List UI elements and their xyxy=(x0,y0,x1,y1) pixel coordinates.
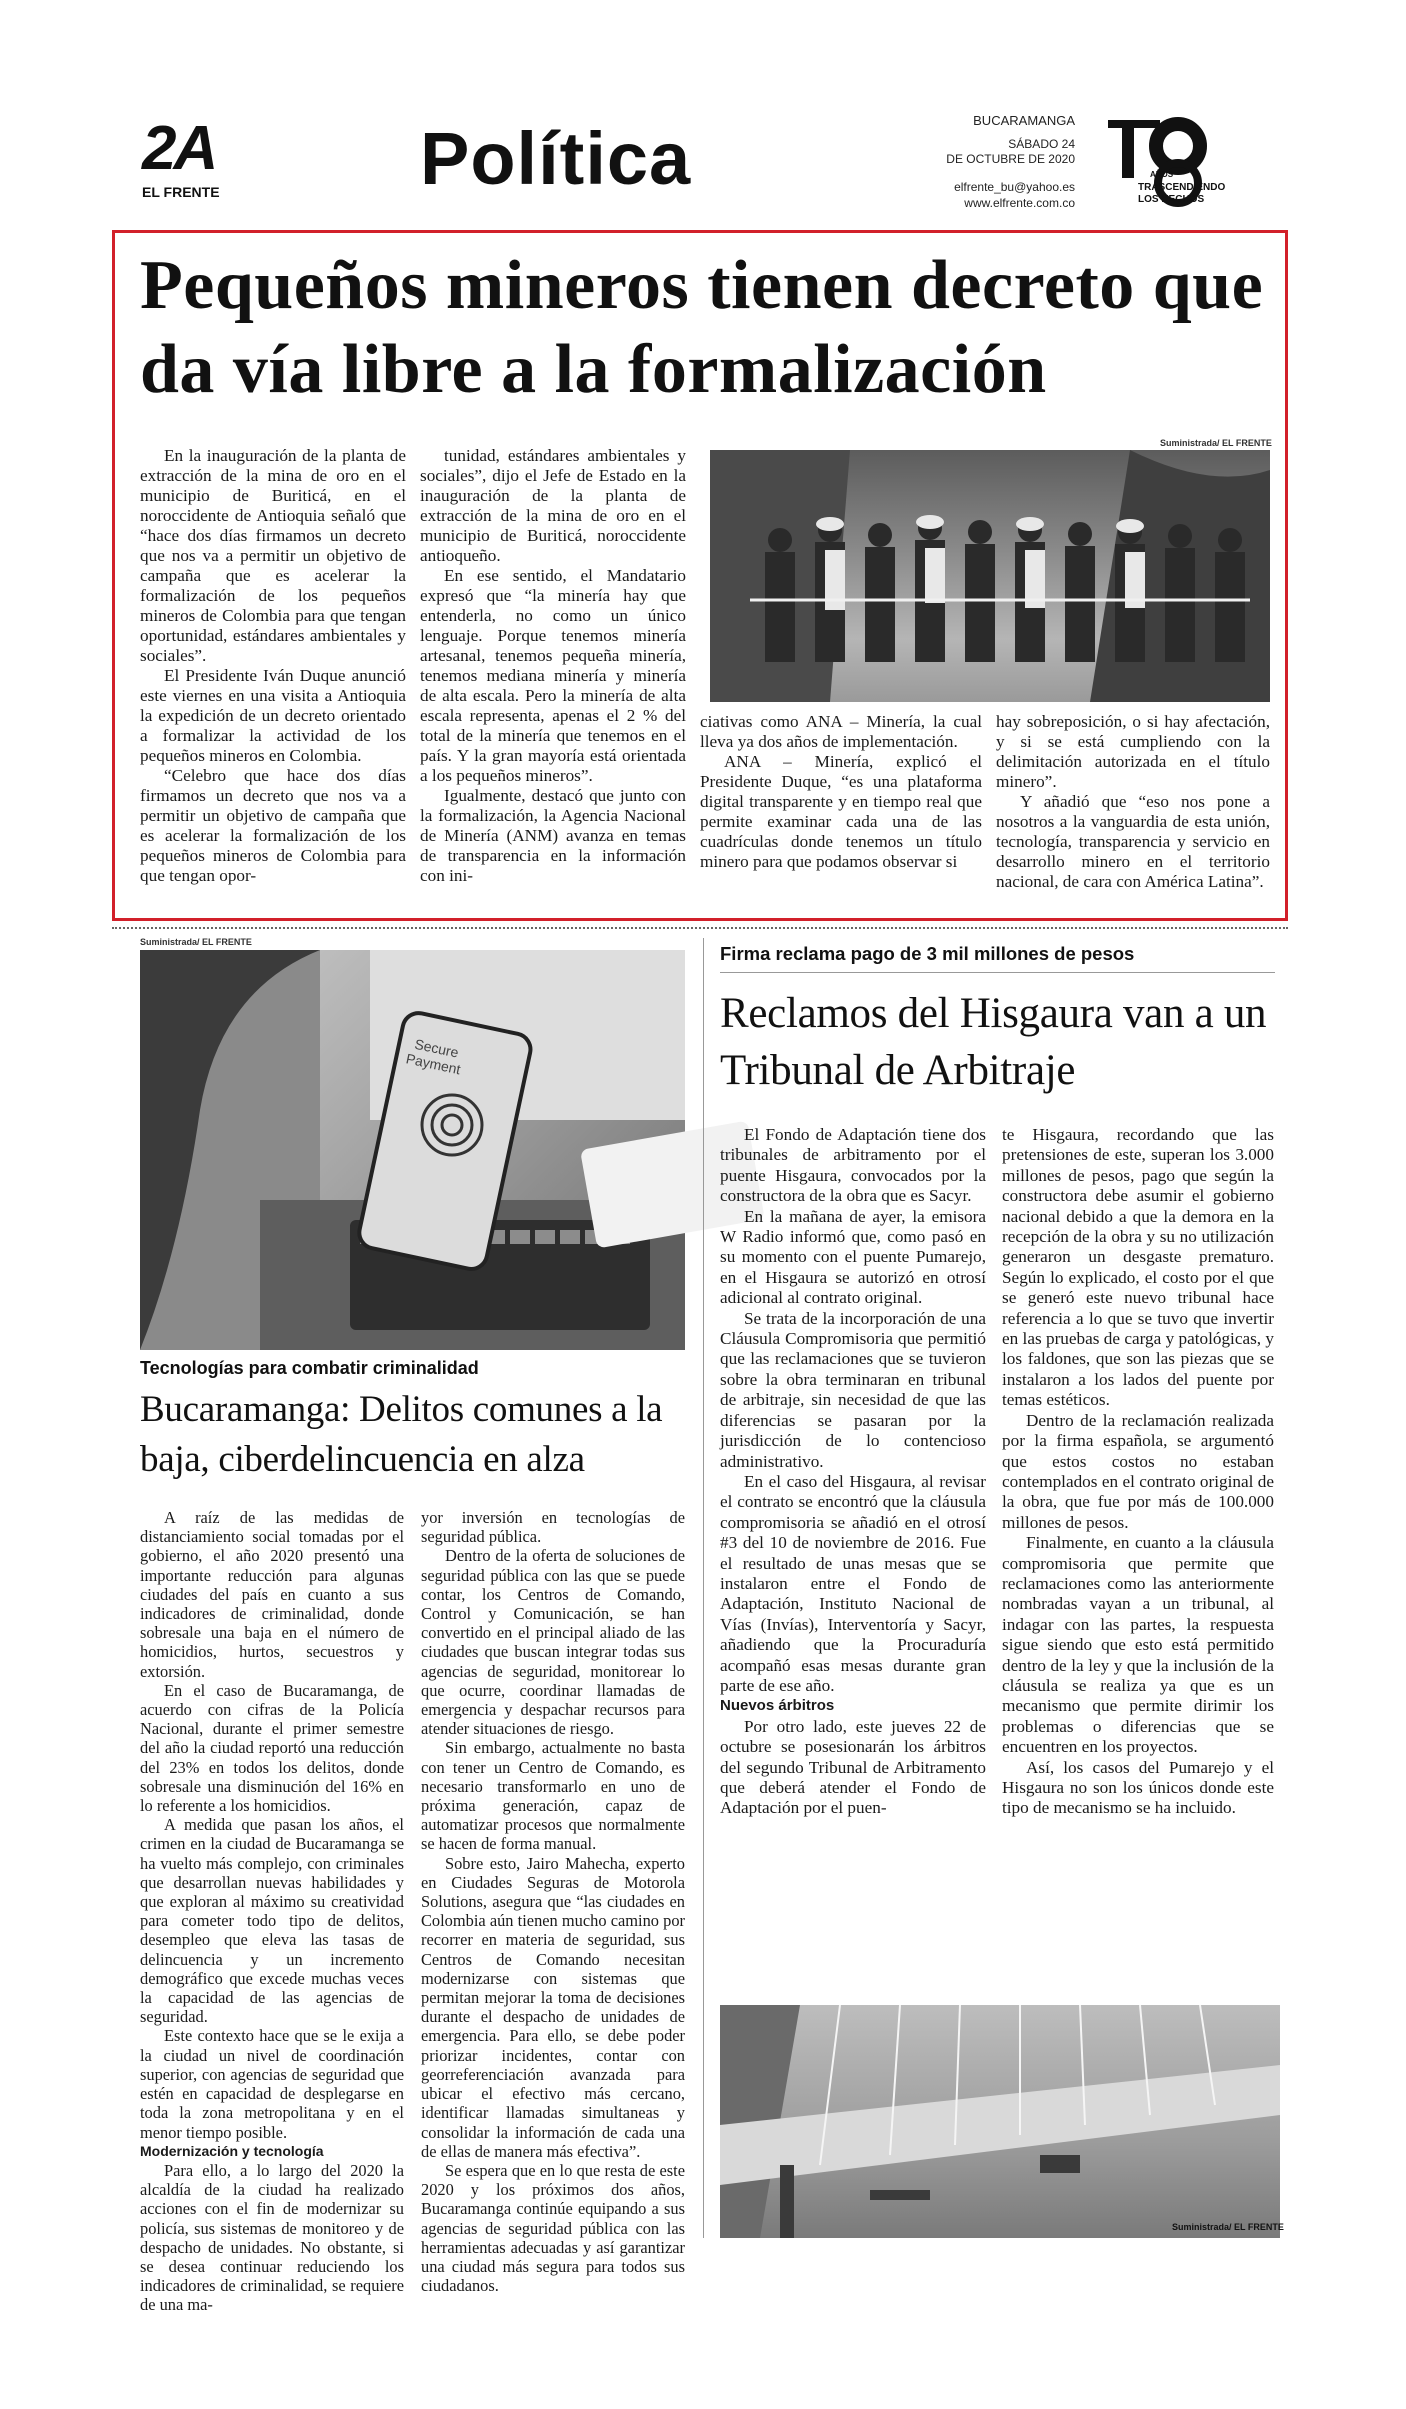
paragraph: A medida que pasan los años, el crimen en la ciudad de Bucaramanga se ha vuelto más complejo, con criminales que desarrollan nuevas habilidades y que exploran al máximo su creatividad para cometer todo tipo de delitos, desempleo que eleva las tasas de delincuencia y un incremento demográfico que excede muchas veces la capacidad de las agencias de seguridad. xyxy=(140,1815,404,2027)
lead-col-1 xyxy=(140,446,406,902)
paragraph: te Hisgaura, recordando que las pretensiones de este, superan los 3.000 millones de pesos, pago que según la constructora debe asumir el gobierno nacional debido a que la demora en la recepción de la obra y su no utilización generaron un desgaste prematuro. Según lo explicado, el costo por el que se generó este nuevo tribunal hace referencia a lo que se tuvo que invertir en las pruebas de carga y patológicas, y los faldones, que son las piezas que se instalaron a los lados del puente por temas estéticos. xyxy=(1002,1125,1274,1410)
paragraph: Dentro de la reclamación realizada por la firma española, se argumentó que estos costos no estaban contemplados en el contrato original de la obra, que fue por más de 100.000 millones de pesos. xyxy=(1002,1410,1274,1532)
paragraph: ciativas como ANA – Minería, la cual lleva ya dos años de implementación. xyxy=(700,712,982,751)
hisgaura-kicker: Firma reclama pago de 3 mil millones de pesos xyxy=(720,943,1135,964)
crime-subhead: Modernización y tecnología xyxy=(140,2142,324,2159)
paragraph: Por otro lado, este jueves 22 de octubre se posesionarán los árbitros del segundo Tribunal de Arbitramento que deberá atender el Fondo de Adaptación por el puen- xyxy=(720,1716,986,1818)
paragraph: Sin embargo, actualmente no basta con tener un Centro de Comando, es necesario transformarlo en uno de próxima generación, capaz de automatizar procesos que normalmente se hacen de forma manual. xyxy=(421,1738,685,1854)
page-number: 2A xyxy=(142,114,216,183)
paragraph: El Presidente Iván Duque anunció este viernes en una visita a Antioquia la expedición de un decreto orientado a formalizar la actividad de los pequeños mineros en Colombia. xyxy=(140,666,406,765)
paragraph: En el caso de Bucaramanga, de acuerdo con cifras de la Policía Nacional, durante el primer semestre del año la ciudad reportó una reducción del 23% en todos los delitos, donde sobresale una disminución del 16% en lo referente a los homicidios. xyxy=(140,1680,404,1816)
paragraph: Se trata de la incorporación de una Cláusula Compromisoria que permitió que las reclamaciones que se tuvieron sobre la obra terminaran en tribunal de arbitraje, sin necesidad de que las diferencias se pasaran por la jurisdicción de lo contencioso administrativo. xyxy=(720,1308,986,1471)
paragraph: Sobre esto, Jairo Mahecha, experto en Ciudades Seguras de Motorola Solutions, asegura que “las ciudades en Colombia aún tienen mucho camino por recorrer en materia de seguridad, sus Centros de Comando necesitan modernizarse con sistemas que permitan mejorar la toma de decisiones durante el despacho de unidades de emergencia. Para ello, se debe poder priorizar incidentes, contar con georreferenciación avanzada para ubicar el efectivo más cercano, identificar llamadas simultaneas y consolidar la información de cada una de ellas de manera más efectiva”. xyxy=(421,1853,685,2161)
phone-payment-image-icon xyxy=(140,950,685,1350)
paragraph: En la mañana de ayer, la emisora W Radio informó que, como pasó en su momento con el puente Pumarejo, en el Hisgaura se autorizó en otrosí adicional al contrato original. xyxy=(720,1206,986,1308)
mining-ceremony-image-icon xyxy=(710,450,1270,702)
lead-col-4 xyxy=(996,712,1270,902)
hisgaura-kicker-rule xyxy=(720,972,1275,973)
anniversary-tagline: TRASCENDIENDO LOS HECHOS xyxy=(1138,182,1226,205)
masthead-date: SÁBADO 24 DE OCTUBRE DE 2020 xyxy=(946,137,1075,166)
masthead-website: www.elfrente.com.co xyxy=(964,196,1075,210)
paragraph: Este contexto hace que se le exija a la ciudad un nivel de coordinación superior, con agencias de seguridad que estén en capacidad de desplegarse en toda la zona metropolitana y en el menor tiempo posible. xyxy=(140,2026,404,2142)
paragraph: Para ello, a lo largo del 2020 la alcaldía de la ciudad ha realizado acciones con el fin de modernizar su policía, sus sistemas de monitoreo y de despacho de unidades. No obstante, si se desea continuar reduciendo los indicadores de criminalidad, se requiere de una ma- xyxy=(140,2160,404,2315)
paragraph: En ese sentido, el Mandatario expresó que “la minería hay que entenderla, no como un único lenguaje. Porque tenemos minería artesanal, tenemos pequeña minería, tenemos mediana minería y minería de alta escala. Pero la minería de alta escala representa, apenas el 2 % del total de la minería que tenemos en el país. Y la gran mayoría está orientada a los pequeños mineros”. xyxy=(420,566,686,785)
crime-photo-credit: Suministrada/ EL FRENTE xyxy=(140,937,252,947)
crime-headline: Bucaramanga: Delitos comunes a la baja, ciberdelincuencia en alza xyxy=(140,1389,663,1480)
paragraph: Finalmente, en cuanto a la cláusula compromisoria que permite que reclamaciones como las anteriormente nombradas vayan a un tribunal, al indagar con las partes, la respuesta sigue siendo que esto está permitido dentro de la ley y que la inclusión de la cláusula se realiza ya que es un mecanismo que permite dirimir los problemas o diferencias que se encuentren en los proyectos. xyxy=(1002,1533,1274,1757)
paragraph: A raíz de las medidas de distanciamiento social tomadas por el gobierno, el año 2020 presentó una importante reducción para algunas ciudades del país en cuanto a sus indicadores de criminalidad, donde sobresale una baja en el número de homicidios, hurtos, secuestros y extorsión. xyxy=(140,1508,404,1681)
crime-photo xyxy=(140,950,685,1350)
masthead-city: BUCARAMANGA xyxy=(973,113,1075,128)
paragraph: hay sobreposición, o si hay afectación, y si se está cumpliendo con la delimitación autorizada en el título minero”. xyxy=(996,712,1270,791)
lead-col-2 xyxy=(420,446,686,902)
section-title: Política xyxy=(420,117,692,200)
hisgaura-headline: Reclamos del Hisgaura van a un Tribunal de Arbitraje xyxy=(720,990,1267,1094)
paragraph: Dentro de la oferta de soluciones de seguridad pública con las que se puede contar, los Centros de Comando, Control y Comunicación, se han convertido en el principal aliado de las ciudades que buscan integrar todas sus agencias de seguridad, monitorear lo que ocurre, coordinar llamadas de emergencia y despachar recursos para atender situaciones de riesgo. xyxy=(421,1546,685,1739)
paragraph: En el caso del Hisgaura, al revisar el contrato se encontró que la cláusula compromisoria se añadió en el otrosí #3 del 10 de noviembre de 2016. Fue el resultado de unas mesas que se instalaron entre el Fondo de Adaptación, Instituto Nacional de Vías (Invías), Interventoría y Sacyr, añadiendo que la Procuraduría acompañó esas mesas durante gran parte de ese año. xyxy=(720,1471,986,1695)
crime-col-1 xyxy=(140,1508,404,2315)
lead-photo xyxy=(710,450,1270,702)
lead-photo-credit: Suministrada/ EL FRENTE xyxy=(1160,438,1272,448)
phone-screen-text: Secure Payment xyxy=(404,1035,463,1078)
paragraph: El Fondo de Adaptación tiene dos tribunales de arbitramento por el puente Hisgaura, convocados por la constructora de la obra que es Sacyr. xyxy=(720,1125,986,1206)
column-divider xyxy=(703,938,704,2238)
paragraph: yor inversión en tecnologías de seguridad pública. xyxy=(421,1508,685,1547)
anniversary-small: AÑOS xyxy=(1150,170,1174,179)
paragraph: Y añadió que “eso nos pone a nosotros a la vanguardia de esta unión, tecnología, transparencia y servicio en desarrollo minero en el territorio nacional, de cara con América Latina”. xyxy=(996,792,1270,891)
hisgaura-col-2 xyxy=(1002,1125,1274,1985)
bridge-image-icon xyxy=(720,2005,1280,2238)
crime-col-2 xyxy=(421,1508,685,2296)
crime-kicker: Tecnologías para combatir criminalidad xyxy=(140,1358,479,1378)
paragraph: tunidad, estándares ambientales y sociales”, dijo el Jefe de Estado en la inauguración de la planta de extracción de la mina de oro en el municipio de Buriticá, noroccidente antioqueño. xyxy=(420,446,686,565)
paragraph: Así, los casos del Pumarejo y el Hisgaura no son los únicos donde este tipo de mecanismo se ha incluido. xyxy=(1002,1757,1274,1818)
paragraph: Igualmente, destacó que junto con la formalización, la Agencia Nacional de Minería (ANM) avanza en temas de transparencia en la información con ini- xyxy=(420,786,686,885)
paragraph: “Celebro que hace dos días firmamos un decreto que nos va a permitir un objetivo de campaña que es acelerar la formalización de los pequeños mineros de Colombia para que tengan opor- xyxy=(140,766,406,885)
hisgaura-col-1 xyxy=(720,1125,986,1985)
paragraph: En la inauguración de la planta de extracción de la mina de oro en el municipio de Buriticá, en el noroccidente de Antioquia señaló que “hace dos días firmamos un decreto que nos va a permitir un objetivo de campaña que es acelerar la formalización de los pequeños mineros de Colombia para que tengan oportunidad, estándares ambientales y sociales”. xyxy=(140,446,406,665)
masthead-email: elfrente_bu@yahoo.es xyxy=(954,180,1075,194)
hisgaura-subhead: Nuevos árbitros xyxy=(720,1697,835,1715)
lead-col-3 xyxy=(700,712,982,902)
bridge-photo-credit: Suministrada/ EL FRENTE xyxy=(1172,2222,1284,2232)
bridge-photo xyxy=(720,2005,1280,2238)
paper-name: EL FRENTE xyxy=(142,184,220,200)
lead-headline: Pequeños mineros tienen decreto que da vía libre a la formalización xyxy=(140,247,1264,408)
paragraph: ANA – Minería, explicó el Presidente Duque, “es una plataforma digital transparente y en tiempo real que permite examinar cada una de las cuadrículas donde tenemos un título minero para que podamos observar si xyxy=(700,752,982,871)
paragraph: Se espera que en lo que resta de este 2020 y los próximos dos años, Bucaramanga continúe equipando a sus agencias de seguridad pública con las herramientas adecuadas y así garantizar una ciudad más segura para todos sus ciudadanos. xyxy=(421,2160,685,2296)
section-divider xyxy=(112,927,1288,929)
